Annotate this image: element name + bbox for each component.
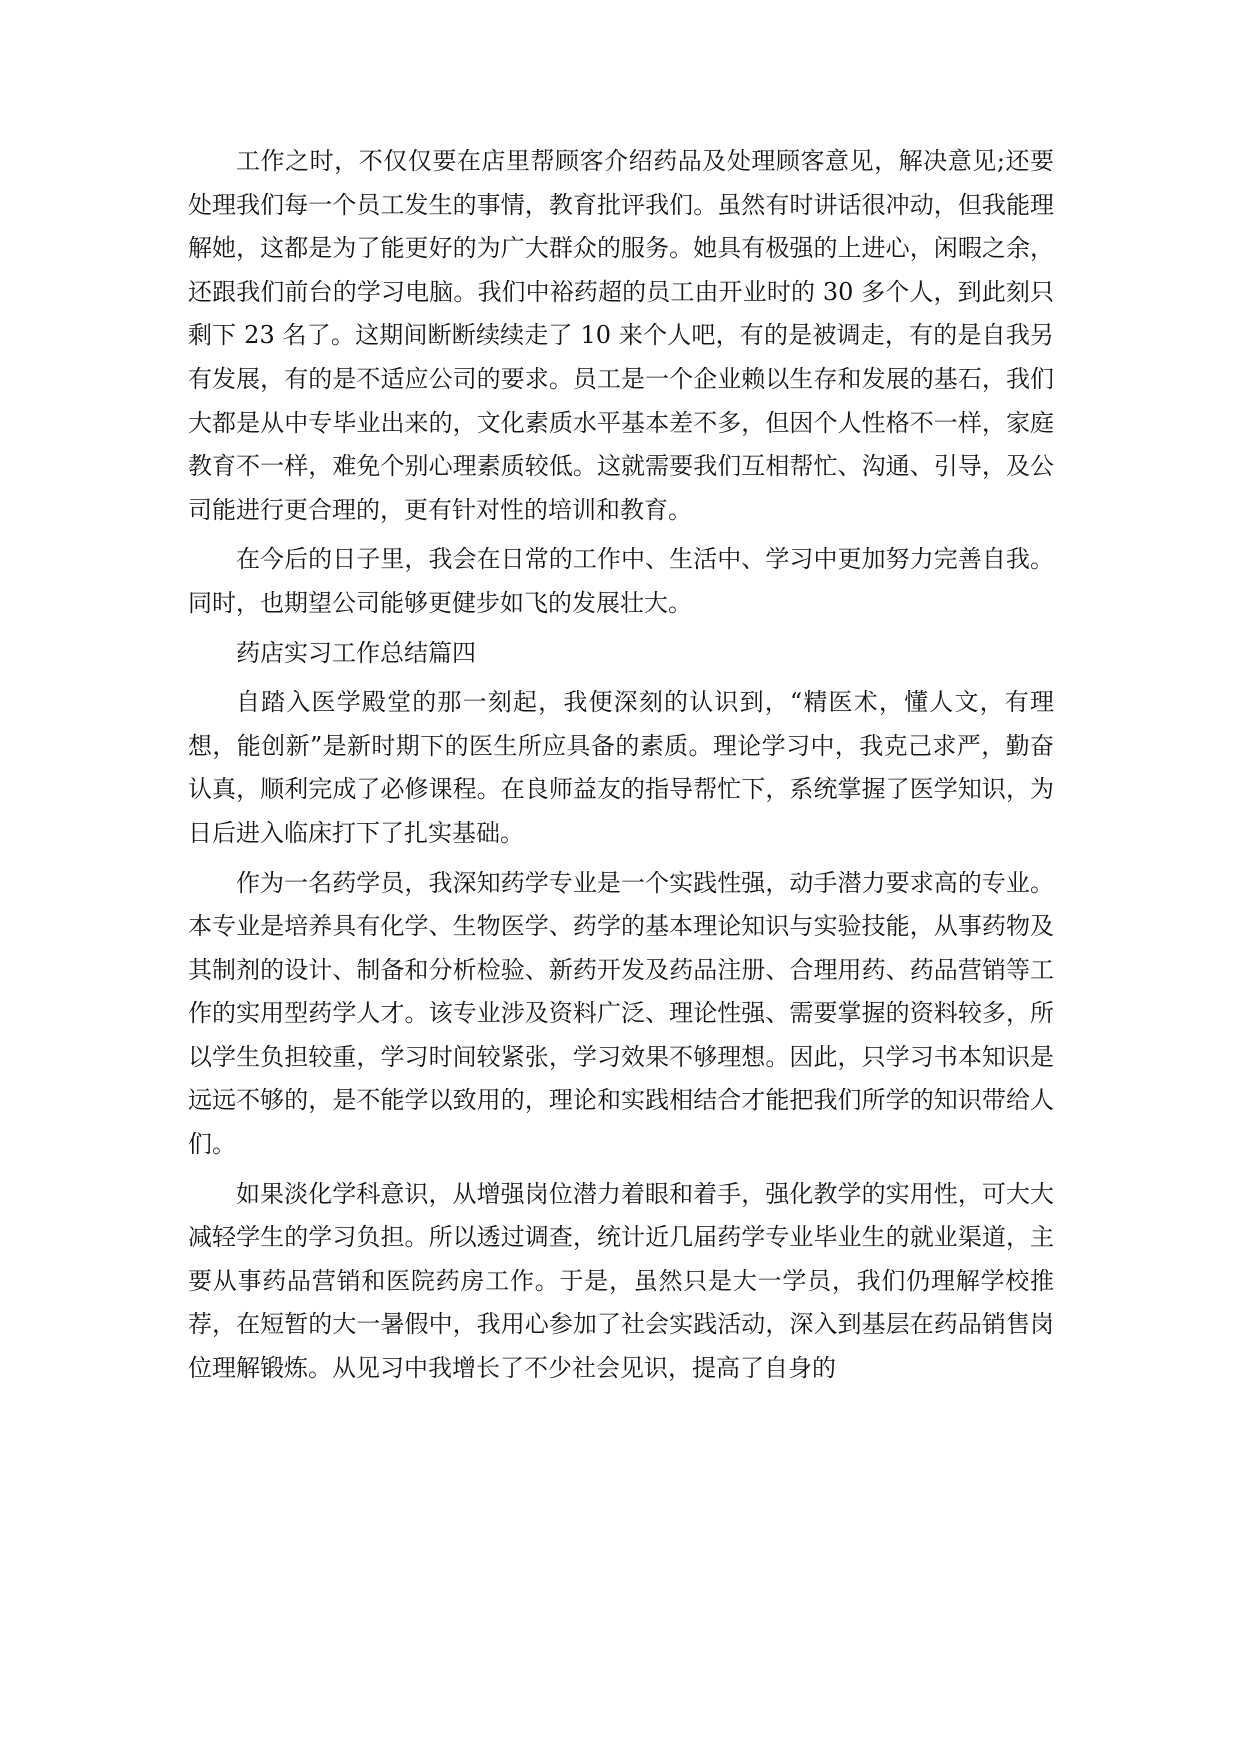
paragraph-pharmacy-major: 作为一名药学员，我深知药学专业是一个实践性强，动手潜力要求高的专业。本专业是培养具有化学、生物医学、药学的基本理论知识与实验技能，从事药物及其制剂的设计、制备和分析检验、新药开发及药品注册、合理用药、药品营销等工作的实用型药学人才。该专业涉及资料广泛、理论性强、需要掌握的资料较多，所以学生负担较重，学习时间较紧张，学习效果不够理想。因此，只学习书本知识是远远不够的，是不能学以致用的，理论和实践相结合才能把我们所学的知识带给人们。: [188, 868, 1054, 1159]
document-page: [188, 140, 1054, 1397]
paragraph-practice-training: 如果淡化学科意识，从增强岗位潜力着眼和着手，强化教学的实用性，可大大减轻学生的学习负担。所以透过调查，统计近几届药学专业毕业生的就业渠道，主要从事药品营销和医院药房工作。于是，虽然只是大一学员，我们仍理解学校推荐，在短暂的大一暑假中，我用心参加了社会实践活动，深入到基层在药品销售岗位理解锻炼。从见习中我增长了不少社会见识，提高了自身的: [188, 1179, 1054, 1383]
paragraph-employee-management: 工作之时，不仅仅要在店里帮顾客介绍药品及处理顾客意见，解决意见;还要处理我们每一个员工发生的事情，教育批评我们。虽然有时讲话很冲动，但我能理解她，这都是为了能更好的为广大群众的服务。她具有极强的上进心，闲暇之余，还跟我们前台的学习电脑。我们中裕药超的员工由开业时的 30 多个人，到此刻只剩下 23 名了。这期间断断续续走了 10 来个人吧，有的是被调走，有的是自我另有发展，有的是不适应公司的要求。员工是一个企业赖以生存和发展的基石，我们大都是从中专毕业出来的，文化素质水平基本差不多，但因个人性格不一样，家庭教育不一样，难免个别心理素质较低。这就需要我们互相帮忙、沟通、引导，及公司能进行更合理的，更有针对性的培训和教育。: [188, 147, 1054, 524]
paragraph-future-outlook: 在今后的日子里，我会在日常的工作中、生活中、学习中更加努力完善自我。同时，也期望公司能够更健步如飞的发展壮大。: [188, 545, 1054, 617]
paragraph-medical-study: 自踏入医学殿堂的那一刻起，我便深刻的认识到，“精医术，懂人文，有理想，能创新”是新时期下的医生所应具备的素质。理论学习中，我克己求严，勤奋认真，顺利完成了必修课程。在良师益友的指导帮忙下，系统掌握了医学知识，为日后进入临床打下了扎实基础。: [188, 688, 1054, 847]
section-heading: 药店实习工作总结篇四: [236, 638, 476, 667]
